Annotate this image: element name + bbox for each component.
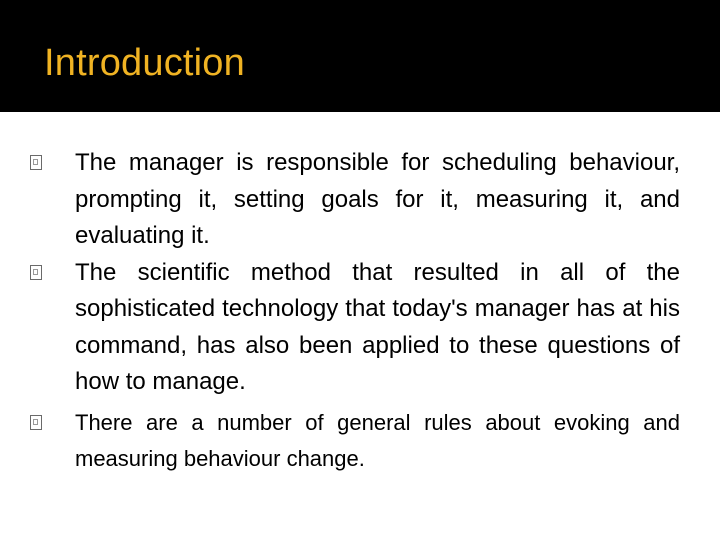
bullet-text: The scientific method that resulted in all of the sophisticated technology that today's manager has at his command, has also been applied to these questions of how to manage. <box>75 258 680 395</box>
bullet-box-icon <box>30 155 42 170</box>
bullet-box-icon <box>30 265 42 280</box>
bullet-item <box>30 405 680 477</box>
bullet-item <box>30 145 680 255</box>
title-bar <box>0 0 720 112</box>
bullet-box-icon <box>30 415 42 430</box>
slide-title: Introduction <box>44 42 245 84</box>
bullet-text: There are a number of general rules about evoking and measuring behaviour change. <box>75 409 680 471</box>
bullet-item <box>30 255 680 401</box>
bullet-text: The manager is responsible for scheduling behaviour, prompting it, setting goals for it, measuring it, and evaluating it. <box>75 149 680 249</box>
bullet-list <box>30 145 680 477</box>
